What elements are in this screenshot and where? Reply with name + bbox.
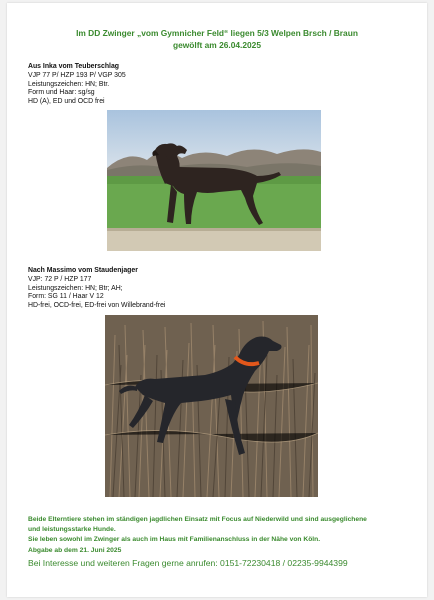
mother-line: Leistungszeichen: HN; Btr.: [28, 80, 110, 88]
mother-dog-image: [107, 110, 321, 251]
mother-line: Form und Haar: sg/sg: [28, 89, 95, 97]
description-line: und leistungsstarke Hunde.: [28, 526, 116, 534]
description-line: Sie leben sowohl im Zwinger als auch im Haus mit Familienanschluss in der Nähe von Köln.: [28, 536, 321, 544]
mother-name: Aus Inka vom Teuberschlag: [28, 63, 120, 70]
father-info: [28, 267, 165, 311]
mother-line: HD (A), ED und OCD frei: [28, 98, 105, 106]
father-dog-photo: [105, 315, 318, 497]
flyer-page: [7, 3, 427, 597]
breeder-description: [28, 515, 418, 556]
father-dog-image: [105, 315, 318, 497]
contact-phone-line: Bei Interesse und weiteren Fragen gerne anrufen: 0151-72230418 / 02235-9944399: [28, 558, 348, 568]
father-name: Nach Massimo vom Staudenjager: [28, 267, 138, 274]
availability-date: Abgabe ab dem 21. Juni 2025: [28, 546, 122, 554]
mother-line: VJP 77 P/ HZP 193 P/ VGP 305: [28, 71, 126, 79]
father-line: VJP: 72 P / HZP 177: [28, 275, 92, 283]
father-line: Form: SG 11 / Haar V 12: [28, 293, 104, 301]
description-line: Beide Elterntiere stehen im ständigen jagdlichen Einsatz mit Focus auf Niederwild und sind ausgeglichene: [28, 516, 367, 523]
mother-dog-photo: [107, 110, 321, 251]
father-line: HD-frei, OCD-frei, ED-frei von Willebrand-frei: [28, 302, 166, 310]
header-line-litter: Im DD Zwinger „vom Gymnicher Feld“ liegen 5/3 Welpen Brsch / Braun: [76, 28, 358, 38]
father-line: Leistungszeichen: HN; Btr; AH;: [28, 284, 123, 292]
litter-announcement-header: [7, 27, 427, 51]
header-line-whelp-date: gewölft am 26.04.2025: [173, 40, 261, 50]
mother-info: [28, 63, 126, 107]
